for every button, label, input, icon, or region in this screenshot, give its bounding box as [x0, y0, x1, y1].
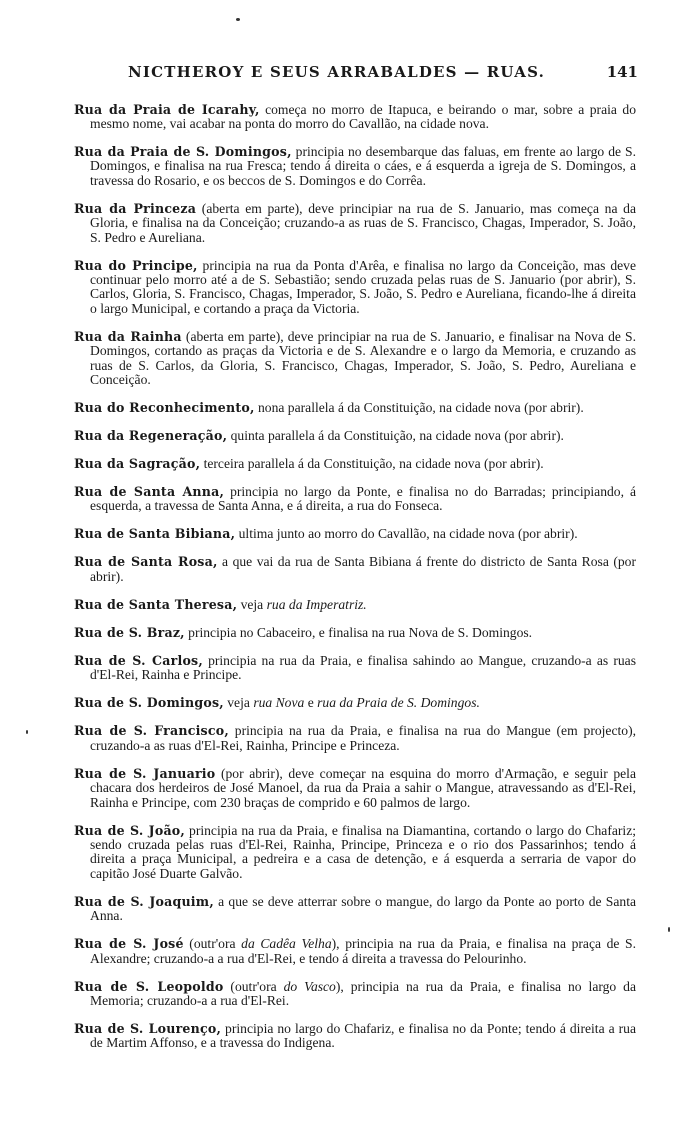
- street-name: Rua de Santa Theresa,: [74, 596, 238, 612]
- street-entry: [74, 103, 636, 132]
- street-entry: [74, 598, 636, 612]
- street-name: Rua de S. Francisco,: [74, 723, 229, 739]
- street-reference: rua Nova: [253, 695, 305, 711]
- street-entry: [74, 527, 636, 541]
- street-description: quinta parallela á da Constituição, na cidade nova (por abrir).: [227, 428, 564, 444]
- street-name: Rua de S. Lourenço,: [74, 1020, 222, 1036]
- street-description: (aberta em parte), deve principiar na rua de S. Januario, e finalisar na Nova de S. Domingos, cortando as praças da Victoria e de S. Alexandre e o largo da Memoria, e cruzando as ruas de S. Carlos, da Gloria, S. Francisco, Chagas, Imperador, S. João, S. Pedro, Aureliana e Conceição.: [90, 328, 636, 388]
- street-description: principia na rua da Ponta d'Arêa, e finalisa no largo da Conceição, mas deve continuar pelo morro até a de S. Sebastião; sendo cruzada pelas ruas de S. Januario (por abrir), S. Carlos, Gloria, S. Francisco, Chagas, Imperador, S. João, S. Pedro e Aureliana, ficando-lhe á direita o largo Municipal, e cortando a praça da Victoria.: [90, 257, 636, 316]
- street-entry: [74, 696, 636, 710]
- street-description: principia no Cabaceiro, e finalisa na rua Nova de S. Domingos.: [184, 624, 533, 640]
- street-entry: [74, 937, 636, 966]
- street-name: Rua de S. João,: [74, 822, 185, 838]
- street-description: principia na rua da Praia, e finalisa na Diamantina, cortando o largo do Chafariz; sendo cruzada pelas ruas d'El-Rei, Rainha, Principe, Princeza e o rio dos Passarinhos; tendo á direita a praça Municipal, a pedreira e a casa de detenção, e á esquerda a serraria de vapor do capitão José Duarte Galvão.: [90, 822, 637, 881]
- street-name: Rua de S. Leopoldo: [74, 978, 224, 994]
- street-name: Rua da Sagração,: [74, 456, 201, 472]
- street-entries: [74, 89, 636, 1057]
- street-entry: [74, 429, 636, 443]
- street-entry: [74, 330, 636, 388]
- street-entry: [74, 485, 636, 514]
- street-entry: [74, 457, 636, 471]
- street-description: veja: [223, 695, 254, 711]
- street-description: ), principia na rua da Praia, e finalisa na praça de S. Alexandre; cruzando-a a rua d'El-Rei, e tendo á direita a travessa do Pelourinho.: [90, 936, 637, 966]
- street-entry: [74, 202, 636, 245]
- street-name: Rua de Santa Rosa,: [74, 554, 218, 570]
- street-name: Rua de Santa Bibiana,: [74, 526, 236, 542]
- street-entry: [74, 555, 636, 584]
- street-entry: [74, 767, 636, 810]
- street-description: (aberta em parte), deve principiar na rua de S. Januario, mas começa na da Gloria, e finalisa na da Conceição; cruzando-a as ruas de S. Francisco, Chagas, Imperador, S. João, S. Pedro e Aureliana.: [90, 200, 637, 245]
- print-speck: [236, 18, 240, 21]
- street-reference: do Vasco: [283, 978, 336, 994]
- running-head-title: NICTHEROY E SEUS ARRABALDES — RUAS.: [128, 63, 545, 81]
- street-entry: [74, 401, 636, 415]
- street-name: Rua de S. Januario: [74, 765, 216, 781]
- street-description: principia na rua da Praia, e finalisa sahindo ao Mangue, cruzando-a as ruas d'El-Rei, Rainha e Principe.: [90, 652, 636, 683]
- street-reference: rua da Praia de S. Domingos.: [317, 695, 480, 711]
- street-description: veja: [237, 596, 267, 612]
- street-description: ), principia na rua da Praia, e finalisa no largo da Memoria; cruzando-a a rua d'El-Rei.: [90, 978, 636, 1008]
- street-name: Rua do Principe,: [74, 257, 198, 273]
- street-description: nona parallela á da Constituição, na cidade nova (por abrir).: [254, 400, 584, 416]
- street-name: Rua da Praia de Icarahy,: [74, 101, 260, 117]
- street-entry: [74, 259, 636, 317]
- print-speck: [26, 730, 28, 734]
- street-name: Rua de S. Domingos,: [74, 695, 224, 711]
- street-name: Rua de S. Joaquim,: [74, 893, 214, 909]
- street-name: Rua de S. Carlos,: [74, 652, 203, 668]
- street-description: principia no largo do Chafariz, e finalisa no da Ponte; tendo á direita a rua de Martim Affonso, e a travessa do Indigena.: [90, 1020, 636, 1051]
- street-description: principia no desembarque das faluas, em frente ao largo de S. Domingos, e finalisa na rua Fresca; tendo á direita o cáes, e á esquerda a igreja de S. Domingos, a travessa do Rosario, e os beccos de S. Domingos e do Corrêa.: [90, 144, 636, 188]
- street-description: ultima junto ao morro do Cavallão, na cidade nova (por abrir).: [235, 526, 578, 542]
- street-description: e: [304, 695, 318, 711]
- street-name: Rua da Rainha: [74, 328, 182, 344]
- street-description: começa no morro de Itapuca, e beirando o mar, sobre a praia do mesmo nome, vai acabar na ponta do morro do Cavallão, na cidade nova.: [90, 101, 637, 131]
- street-name: Rua da Regeneração,: [74, 428, 228, 444]
- page-number: 141: [606, 63, 638, 81]
- street-reference: rua da Imperatriz.: [266, 596, 367, 612]
- street-name: Rua da Praia de S. Domingos,: [74, 144, 292, 159]
- street-reference: da Cadêa Velha: [241, 936, 332, 952]
- street-entry: [74, 824, 636, 882]
- street-name: Rua de Santa Anna,: [74, 484, 225, 500]
- street-entry: [74, 980, 636, 1009]
- street-description: a que se deve atterrar sobre o mangue, do largo da Ponte ao porto de Santa Anna.: [90, 893, 637, 924]
- street-description: (por abrir), deve começar na esquina do morro d'Armação, e seguir pela chacara dos herdeiros de José Manoel, da rua da Praia a sahir o Mangue, atravessando as d'El-Rei, Rainha e Principe, com 230 braças de comprido e 60 palmos de largo.: [90, 765, 636, 810]
- running-head: [128, 63, 638, 81]
- street-description: (outr'ora: [223, 978, 284, 994]
- street-description: (outr'ora: [183, 936, 242, 952]
- street-entry: [74, 724, 636, 753]
- street-name: Rua da Princeza: [74, 200, 197, 216]
- street-entry: [74, 654, 636, 683]
- street-description: terceira parallela á da Constituição, na cidade nova (por abrir).: [200, 456, 544, 472]
- street-entry: [74, 626, 636, 640]
- street-name: Rua de S. Braz,: [74, 624, 185, 640]
- street-description: a que vai da rua de Santa Bibiana á frente do districto de Santa Rosa (por abrir).: [90, 554, 636, 584]
- street-description: principia na rua da Praia, e finalisa na rua do Mangue (em projecto), cruzando-a as ruas d'El-Rei, Rainha, Principe e Princeza.: [90, 723, 637, 753]
- street-name: Rua de S. José: [74, 936, 184, 952]
- street-entry: [74, 1022, 636, 1051]
- street-entry: [74, 145, 636, 188]
- print-speck: [668, 927, 670, 932]
- street-description: principia no largo da Ponte, e finalisa no do Barradas; principiando, á esquerda, a travessa de Santa Anna, e á direita, a rua do Fonseca.: [90, 484, 636, 514]
- street-name: Rua do Reconhecimento,: [74, 400, 255, 416]
- street-entry: [74, 895, 636, 924]
